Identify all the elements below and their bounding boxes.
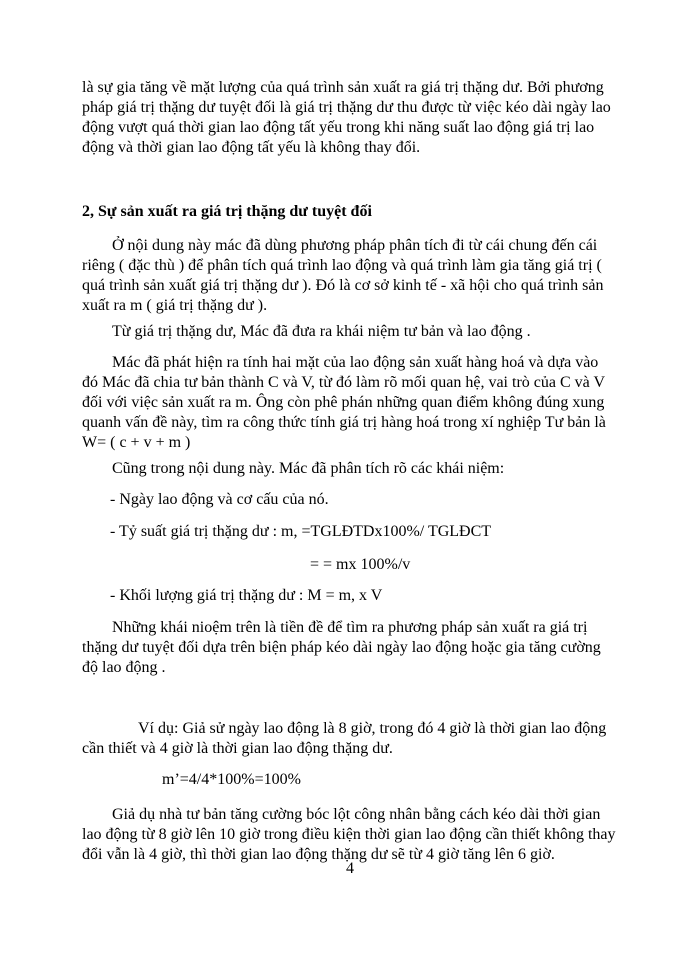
paragraph-example: Ví dụ: Giả sử ngày lao động là 8 giờ, trong đó 4 giờ là thời gian lao động cần thiết và 4 giờ là thời gian lao động thặng dư. [82,720,607,757]
list-item-working-day: - Ngày lao động và cơ cấu của nó. [110,491,329,508]
paragraph-capital-labor: Từ giá trị thặng dư, Mác đã đưa ra khái niệm tư bản và lao động . [112,323,531,340]
intro-paragraph: là sự gia tăng về mặt lượng của quá trình sản xuất ra giá trị thặng dư. Bởi phương pháp giá trị thặng dư tuyệt đối là giá trị thặng dư thu được từ việc kéo dài ngày lao động vượt quá thời gian lao động tất yếu trong khi năng suất lao động giá trị lao động và thời gian lao động tất yếu là không thay đổi. [82,79,611,156]
paragraph-premises: Những khái nioệm trên là tiền đề để tìm ra phương pháp sản xuất ra giá trị thặng dư tuyệt đối dựa trên biện pháp kéo dài ngày lao động hoặc gia tăng cường độ lao động . [82,619,601,676]
list-item-surplus-mass: - Khối lượng giá trị thặng dư : M = m, x V [110,587,383,604]
paragraph-extension: Giả dụ nhà tư bản tăng cường bóc lột công nhân bằng cách kéo dài thời gian lao động từ 8 giờ lên 10 giờ trong điều kiện thời gian lao động cần thiết không thay đổi vẫn là 4 giờ, thì thời gian lao động thặng dư sẽ từ 4 giờ tăng lên 6 giờ. [82,806,616,863]
paragraph-concepts-intro: Cũng trong nội dung này. Mác đã phân tích rõ các khái niệm: [112,460,505,477]
list-item-surplus-rate: - Tỷ suất giá trị thặng dư : m, =TGLĐTDx100%/ TGLĐCT [110,523,492,540]
paragraph-method: Ở nội dung này mác đã dùng phương pháp phân tích đi từ cái chung đến cái riêng ( đặc thù ) để phân tích quá trình lao động và quá trình làm gia tăng giá trị ( quá trình sản xuất giá trị thặng dư ). Đó là cơ sở kinh tế - xã hội cho quá trình sản xuất ra m ( giá trị thặng dư ). [82,237,604,314]
surplus-rate-formula: = = mx 100%/v [310,556,411,573]
paragraph-two-sides: Mác đã phát hiện ra tính hai mặt của lao động sản xuất hàng hoá và dựa vào đó Mác đã chia tư bản thành C và V, từ đó làm rõ mối quan hệ, vai trò của C và V đối với việc sản xuất ra m. Ông còn phê phán những quan điểm không đúng xung quanh vấn đề này, tìm ra công thức tính giá trị hàng hoá trong xí nghiệp Tư bản là W= ( c + v + m ) [82,354,606,451]
page-number: 4 [346,860,354,877]
section-heading: 2, Sự sản xuất ra giá trị thặng dư tuyệt đối [82,203,372,220]
example-formula: m’=4/4*100%=100% [162,771,301,788]
